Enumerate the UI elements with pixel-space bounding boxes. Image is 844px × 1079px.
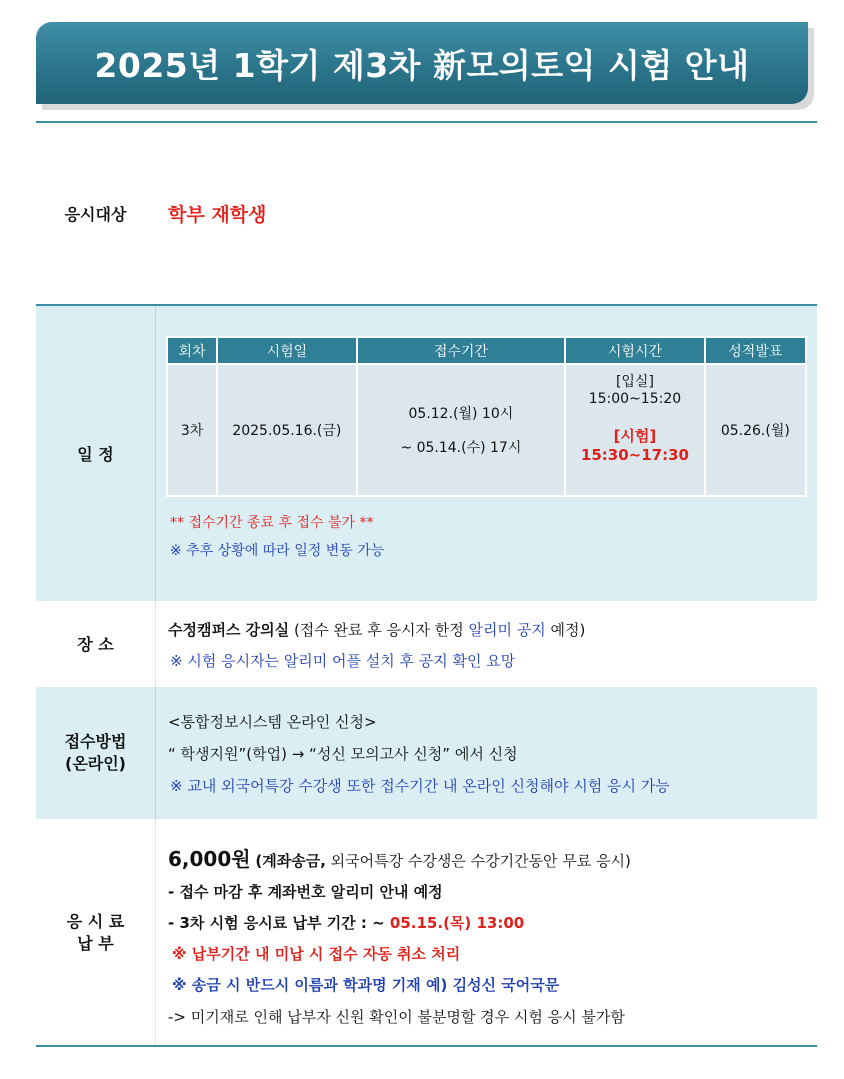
fee-period-date: 05.15.(목) 13:00 (389, 914, 525, 932)
entry-label: [입실] (615, 374, 654, 390)
cell-result: 05.26.(월) (705, 364, 806, 496)
fee-label-line1: 응 시 료 (66, 912, 125, 931)
fee-amount-line (168, 846, 631, 874)
place-detail-pre: (접수 완료 후 응시자 한정 (293, 621, 469, 639)
cell-exam-time (565, 364, 704, 496)
fee-label-line2: 납 부 (77, 934, 114, 953)
schedule-separator (155, 306, 156, 601)
place-main: 수정캠퍼스 강의실 (168, 621, 290, 639)
fee-amount-note-bold: (계좌송금, (255, 852, 326, 870)
method-line1: <통합정보시스템 온라인 신청> (168, 713, 377, 731)
fee-item-account: - 접수 마감 후 계좌번호 알리미 안내 예정 (168, 883, 443, 901)
target-value: 학부 재학생 (168, 204, 267, 226)
header-exam-date: 시험일 (217, 337, 356, 364)
fee-label (36, 910, 155, 956)
cell-registration (357, 364, 566, 496)
fee-amount: 6,000원 (168, 847, 251, 871)
cell-round: 3차 (167, 364, 217, 496)
header-round: 회차 (167, 337, 217, 364)
place-line (168, 620, 585, 640)
target-label: 응시대상 (64, 205, 127, 224)
divider-bottom (36, 1045, 817, 1047)
schedule-note-deadline: ** 접수기간 종료 후 접수 불가 ** (170, 515, 374, 531)
page-title: 2025년 1학기 제3차 新모의토익 시험 안내 (94, 45, 750, 85)
fee-separator (155, 819, 156, 1045)
place-label: 장 소 (77, 635, 114, 654)
schedule-label: 일 정 (77, 445, 114, 464)
schedule-note-change: ※ 추후 상황에 따라 일정 변동 가능 (170, 543, 385, 559)
exam-time: 15:30~17:30 (580, 446, 689, 464)
fee-item-period (168, 913, 524, 933)
place-detail-post: 예정) (545, 621, 586, 639)
exam-label: [시험] (613, 427, 657, 445)
fee-warning-name: ※ 송금 시 반드시 이름과 학과명 기재 예) 김성신 국어국문 (172, 976, 560, 994)
place-separator (155, 601, 156, 687)
fee-warning-cancel: ※ 납부기간 내 미납 시 접수 자동 취소 처리 (172, 945, 461, 963)
schedule-table (166, 336, 807, 497)
header-result: 성적발표 (705, 337, 806, 364)
place-note: ※ 시험 응시자는 알리미 어플 설치 후 공지 확인 요망 (170, 652, 516, 670)
fee-amount-note: 외국어특강 수강생은 수강기간동안 무료 응시) (325, 852, 631, 870)
title-banner (36, 22, 808, 104)
table-row (167, 364, 806, 496)
divider-top (36, 121, 817, 123)
registration-start: 05.12.(월) 10시 (408, 406, 514, 422)
method-separator (155, 687, 156, 819)
fee-period-label: - 3차 시험 응시료 납부 기간 : ~ (168, 914, 390, 932)
registration-end: ~ 05.14.(수) 17시 (400, 440, 522, 456)
entry-time: 15:00~15:20 (588, 391, 682, 407)
fee-final-note: -> 미기재로 인해 납부자 신원 확인이 불분명할 경우 시험 응시 불가함 (168, 1008, 625, 1026)
header-exam-time: 시험시간 (565, 337, 704, 364)
method-label-line2: (온라인) (65, 754, 126, 773)
method-line2: “ 학생지원”(학업) → “성신 모의고사 신청” 에서 신청 (168, 745, 518, 763)
method-note: ※ 교내 외국어특강 수강생 또한 접수기간 내 온라인 신청해야 시험 응시 가능 (170, 777, 670, 795)
method-label (36, 730, 155, 776)
cell-exam-date: 2025.05.16.(금) (217, 364, 356, 496)
place-notice-link: 알리미 공지 (468, 621, 546, 639)
method-label-line1: 접수방법 (64, 732, 127, 751)
header-registration: 접수기간 (357, 337, 566, 364)
